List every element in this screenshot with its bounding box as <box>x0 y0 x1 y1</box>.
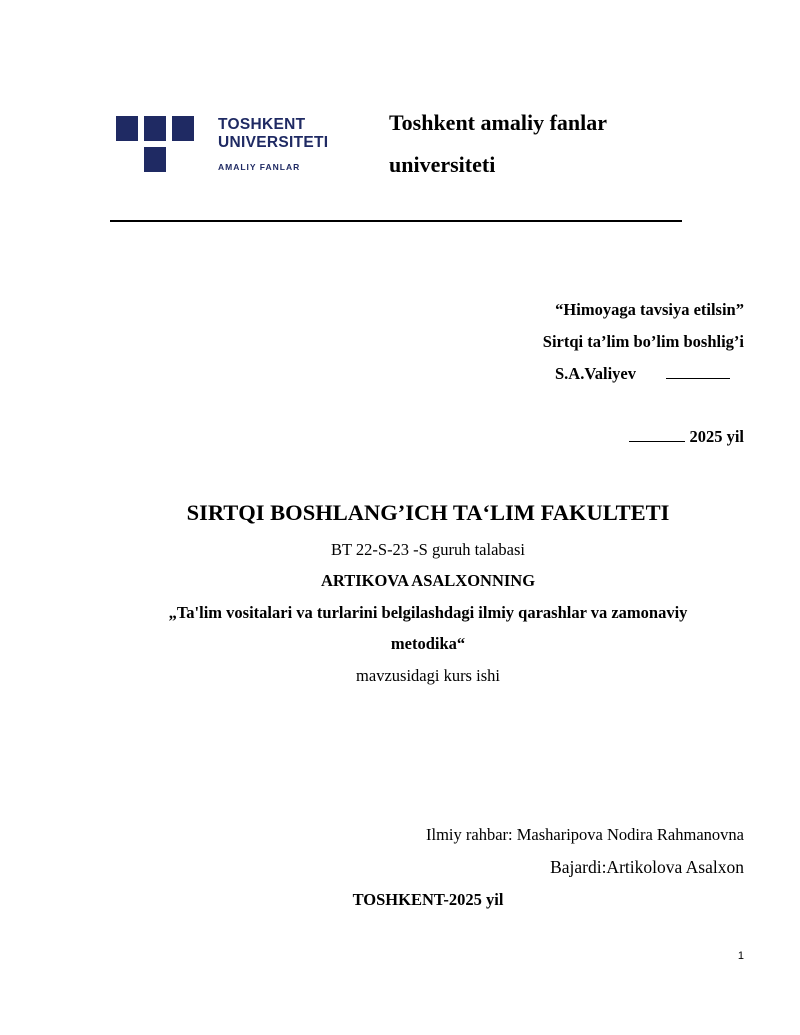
university-name-line2: universiteti <box>389 152 496 177</box>
topic-line1: „Ta'lim vositalari va turlarini belgilashdagi ilmiy qarashlar va zamonaviy <box>168 603 688 622</box>
course-work-label: mavzusidagi kurs ishi <box>356 666 500 685</box>
city-year: TOSHKENT-2025 yil <box>352 890 504 909</box>
student-name: ARTIKOVA ASALXONNING <box>320 571 536 590</box>
approval-position: Sirtqi ta’lim bo’lim boshlig’i <box>542 332 744 351</box>
header-divider <box>110 220 682 222</box>
university-logo-mark <box>116 116 194 172</box>
student-group: BT 22-S-23 -S guruh talabasi <box>330 540 525 559</box>
approval-year: 2025 yil <box>689 427 744 446</box>
university-name-line1: Toshkent amaliy fanlar <box>389 110 608 135</box>
approval-recommendation: “Himoyaga tavsiya etilsin” <box>555 300 744 319</box>
approval-signer: S.A.Valiyev <box>555 364 636 383</box>
logo-name-line2: UNIVERSITETI <box>218 134 329 151</box>
scientific-advisor: Ilmiy rahbar: Masharipova Nodira Rahmanovna <box>426 825 744 844</box>
date-blank <box>629 427 685 442</box>
topic-line2: metodika“ <box>390 634 466 653</box>
faculty-title: SIRTQI BOSHLANG’ICH TA‘LIM FAKULTETI <box>186 500 670 525</box>
approval-signer-row <box>555 364 730 384</box>
signature-blank <box>666 364 730 379</box>
page-number: 1 <box>737 950 744 962</box>
logo-subtitle: AMALIY FANLAR <box>218 162 301 172</box>
approval-date-row <box>629 427 744 447</box>
performed-by: Bajardi:Artikolova Asalxon <box>550 857 744 877</box>
logo-name-line1: TOSHKENT <box>218 116 306 133</box>
